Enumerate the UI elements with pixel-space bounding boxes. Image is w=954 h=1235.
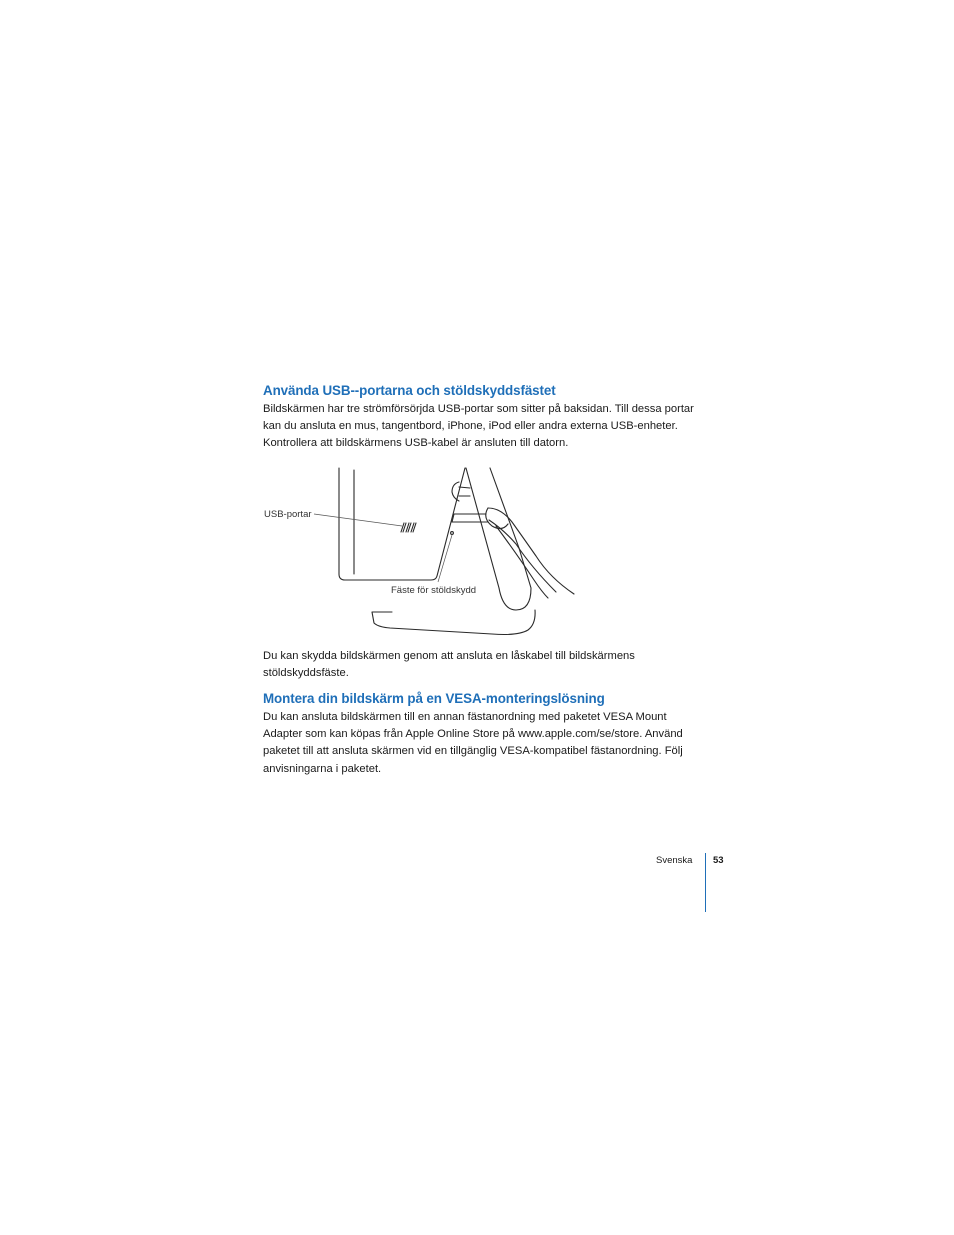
stand-base (372, 610, 535, 635)
display-rear-illustration (256, 460, 596, 645)
paragraph-line: kan du ansluta en mus, tangentbord, iPhone, iPod eller andra externa USB-enheter. (263, 420, 678, 433)
footer-rule (705, 853, 706, 912)
page-number: 53 (713, 855, 724, 866)
section-heading-vesa: Montera din bildskärm på en VESA-monteringslösning (263, 691, 605, 706)
usb-callout-line (314, 514, 402, 526)
paragraph-line: anvisningarna i paketet. (263, 762, 382, 775)
paragraph-line: stöldskyddsfäste. (263, 667, 349, 680)
lock-callout-line (438, 535, 452, 582)
lock-slot-hole (451, 532, 454, 535)
paragraph-line: Adapter som kan köpas från Apple Online Store på www.apple.com/se/store. Använd (263, 728, 683, 741)
section-heading-usb: Använda USB--portarna och stöldskyddsfästet (263, 383, 556, 398)
paragraph-line: Kontrollera att bildskärmens USB-kabel är ansluten till datorn. (263, 437, 569, 450)
stand-arm-back (490, 468, 519, 548)
footer-language: Svenska (656, 855, 693, 866)
section-paragraph-vesa (263, 709, 683, 778)
section-paragraph-usb (263, 401, 694, 453)
paragraph-line: Du kan ansluta bildskärmen till en annan fästanordning med paketet VESA Mount (263, 711, 667, 723)
usb-port-slot (406, 523, 411, 532)
cable-1 (488, 508, 574, 594)
connector-knob (452, 482, 459, 501)
usb-port-slot (411, 523, 416, 532)
usb-port-slot (401, 523, 406, 532)
stand-curve (499, 548, 531, 610)
paragraph-line: Du kan skydda bildskärmen genom att ansluta en låskabel till bildskärmens (263, 650, 635, 662)
stand-arm (466, 468, 499, 588)
connector-knob-stem (459, 487, 470, 496)
paragraph-line: paketet till att ansluta skärmen vid en tillgänglig VESA-kompatibel fästanordning. Följ (263, 745, 683, 758)
paragraph-line: Bildskärmen har tre strömförsörjda USB-portar som sitter på baksidan. Till dessa portar (263, 403, 694, 415)
lock-slot-label: Fäste för stöldskydd (391, 585, 477, 596)
lock-paragraph (263, 648, 635, 682)
usb-ports-label: USB-portar (264, 509, 312, 520)
display-back-outline (339, 468, 465, 580)
lock-slot-connector (452, 514, 488, 522)
